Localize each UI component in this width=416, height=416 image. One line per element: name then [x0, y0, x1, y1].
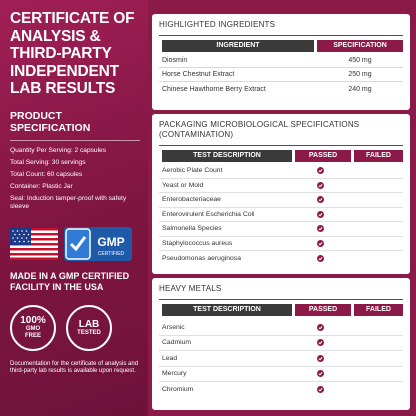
passed-check-icon [292, 339, 348, 346]
table-row [159, 251, 403, 266]
microbiological-title: PACKAGING MICROBIOLOGICAL SPECIFICATIONS (CONTAMINATION) [159, 120, 360, 139]
divider [159, 145, 403, 146]
passed-check-icon [292, 355, 348, 362]
ingredients-card [152, 14, 410, 110]
heavy-metals-title: HEAVY METALS [159, 284, 222, 293]
table-row [159, 237, 403, 252]
passed-check-icon [292, 211, 348, 218]
table-row: Diosmin 450 mg [159, 54, 403, 68]
passed-check-icon [292, 225, 348, 232]
passed-check-icon [292, 255, 348, 262]
test-name: Mercury [162, 370, 187, 378]
lab-tested-badge: LAB TESTED [66, 305, 112, 351]
passed-check-icon [292, 240, 348, 247]
table-row [159, 208, 403, 223]
table-row: Chinese Hawthorne Berry Extract 240 mg [162, 85, 372, 93]
gmp-badge-subtext: CERTIFIED [97, 250, 125, 257]
test-name: Enterobacteriaceae [162, 196, 221, 204]
passed-check-icon [292, 324, 348, 331]
test-name: Chromium [162, 386, 194, 394]
divider [159, 299, 403, 300]
test-name: Enterovirulent Escherichia Coli [162, 210, 255, 218]
spec-line: Total Count: 60 capsules [10, 170, 83, 178]
table-row [159, 193, 403, 208]
spec-list [10, 147, 140, 211]
specification-column-header: SPECIFICATION [317, 40, 403, 52]
table-row [159, 367, 403, 383]
microbiological-header [159, 150, 403, 162]
table-row: Horse Chestnut Extract 250 mg [159, 68, 403, 82]
spec-line: Seal: Induction tamper-proof with safety sleeve [10, 194, 127, 210]
test-name: Cadmium [162, 339, 192, 347]
spec-line: Total Serving: 30 servings [10, 158, 86, 166]
test-description-header: TEST DESCRIPTION [162, 304, 292, 316]
heavy-metals-table [159, 320, 403, 398]
documentation-note: Documentation for the certificate of analysis and third-party lab results is available upon request. [10, 360, 139, 374]
table-row [159, 179, 403, 194]
ingredients-title: HIGHLIGHTED INGREDIENTS [159, 20, 276, 29]
test-name: Staphylococcus aureus [162, 239, 233, 247]
left-panel [0, 0, 148, 416]
table-row [159, 164, 403, 179]
gmo-free-badge: 100% GMO FREE [10, 305, 56, 351]
passed-check-icon [292, 196, 348, 203]
test-name: Arsenic [162, 323, 185, 331]
test-name: Yeast or Mold [162, 181, 204, 189]
table-row [159, 382, 403, 398]
failed-header: FAILED [354, 304, 403, 316]
us-flag-icon [10, 228, 58, 260]
seal-row [10, 305, 140, 351]
divider [159, 35, 403, 36]
failed-header: FAILED [354, 150, 403, 162]
test-name: Pseudomonas aeruginosa [162, 254, 241, 262]
passed-check-icon [292, 370, 348, 377]
ingredients-table [159, 54, 403, 96]
made-in-usa-text: MADE IN A GMP CERTIFIED FACILITY IN THE USA [10, 270, 130, 292]
spec-line: Quantity Per Serving: 2 capsules [10, 146, 107, 154]
test-name: Aerobic Plate Count [162, 167, 223, 175]
passed-check-icon [292, 182, 348, 189]
badge-row [10, 227, 140, 261]
passed-header: PASSED [295, 304, 351, 316]
ingredients-header [159, 40, 403, 52]
passed-check-icon [292, 167, 348, 174]
table-row [159, 320, 403, 336]
microbiological-table [159, 164, 403, 266]
microbiological-card [152, 114, 410, 274]
divider [10, 140, 140, 141]
table-row [159, 222, 403, 237]
gmp-certified-icon [64, 227, 132, 261]
table-row [159, 351, 403, 367]
table-row [159, 336, 403, 352]
passed-header: PASSED [295, 150, 351, 162]
gmp-badge-text: GMP [97, 234, 125, 249]
ingredient-column-header: INGREDIENT [162, 40, 314, 52]
product-spec-title: PRODUCT SPECIFICATION [10, 109, 91, 134]
test-name: Lead [162, 354, 178, 362]
spec-line: Container: Plastic Jar [10, 182, 73, 190]
page-title: CERTIFICATE OF ANALYSIS & THIRD-PARTY INDEPENDENT LAB RESULTS [10, 10, 135, 97]
heavy-metals-card [152, 278, 410, 410]
passed-check-icon [292, 386, 348, 393]
test-name: Salmonella Species [162, 225, 222, 233]
heavy-metals-header [159, 304, 403, 316]
test-description-header: TEST DESCRIPTION [162, 150, 292, 162]
